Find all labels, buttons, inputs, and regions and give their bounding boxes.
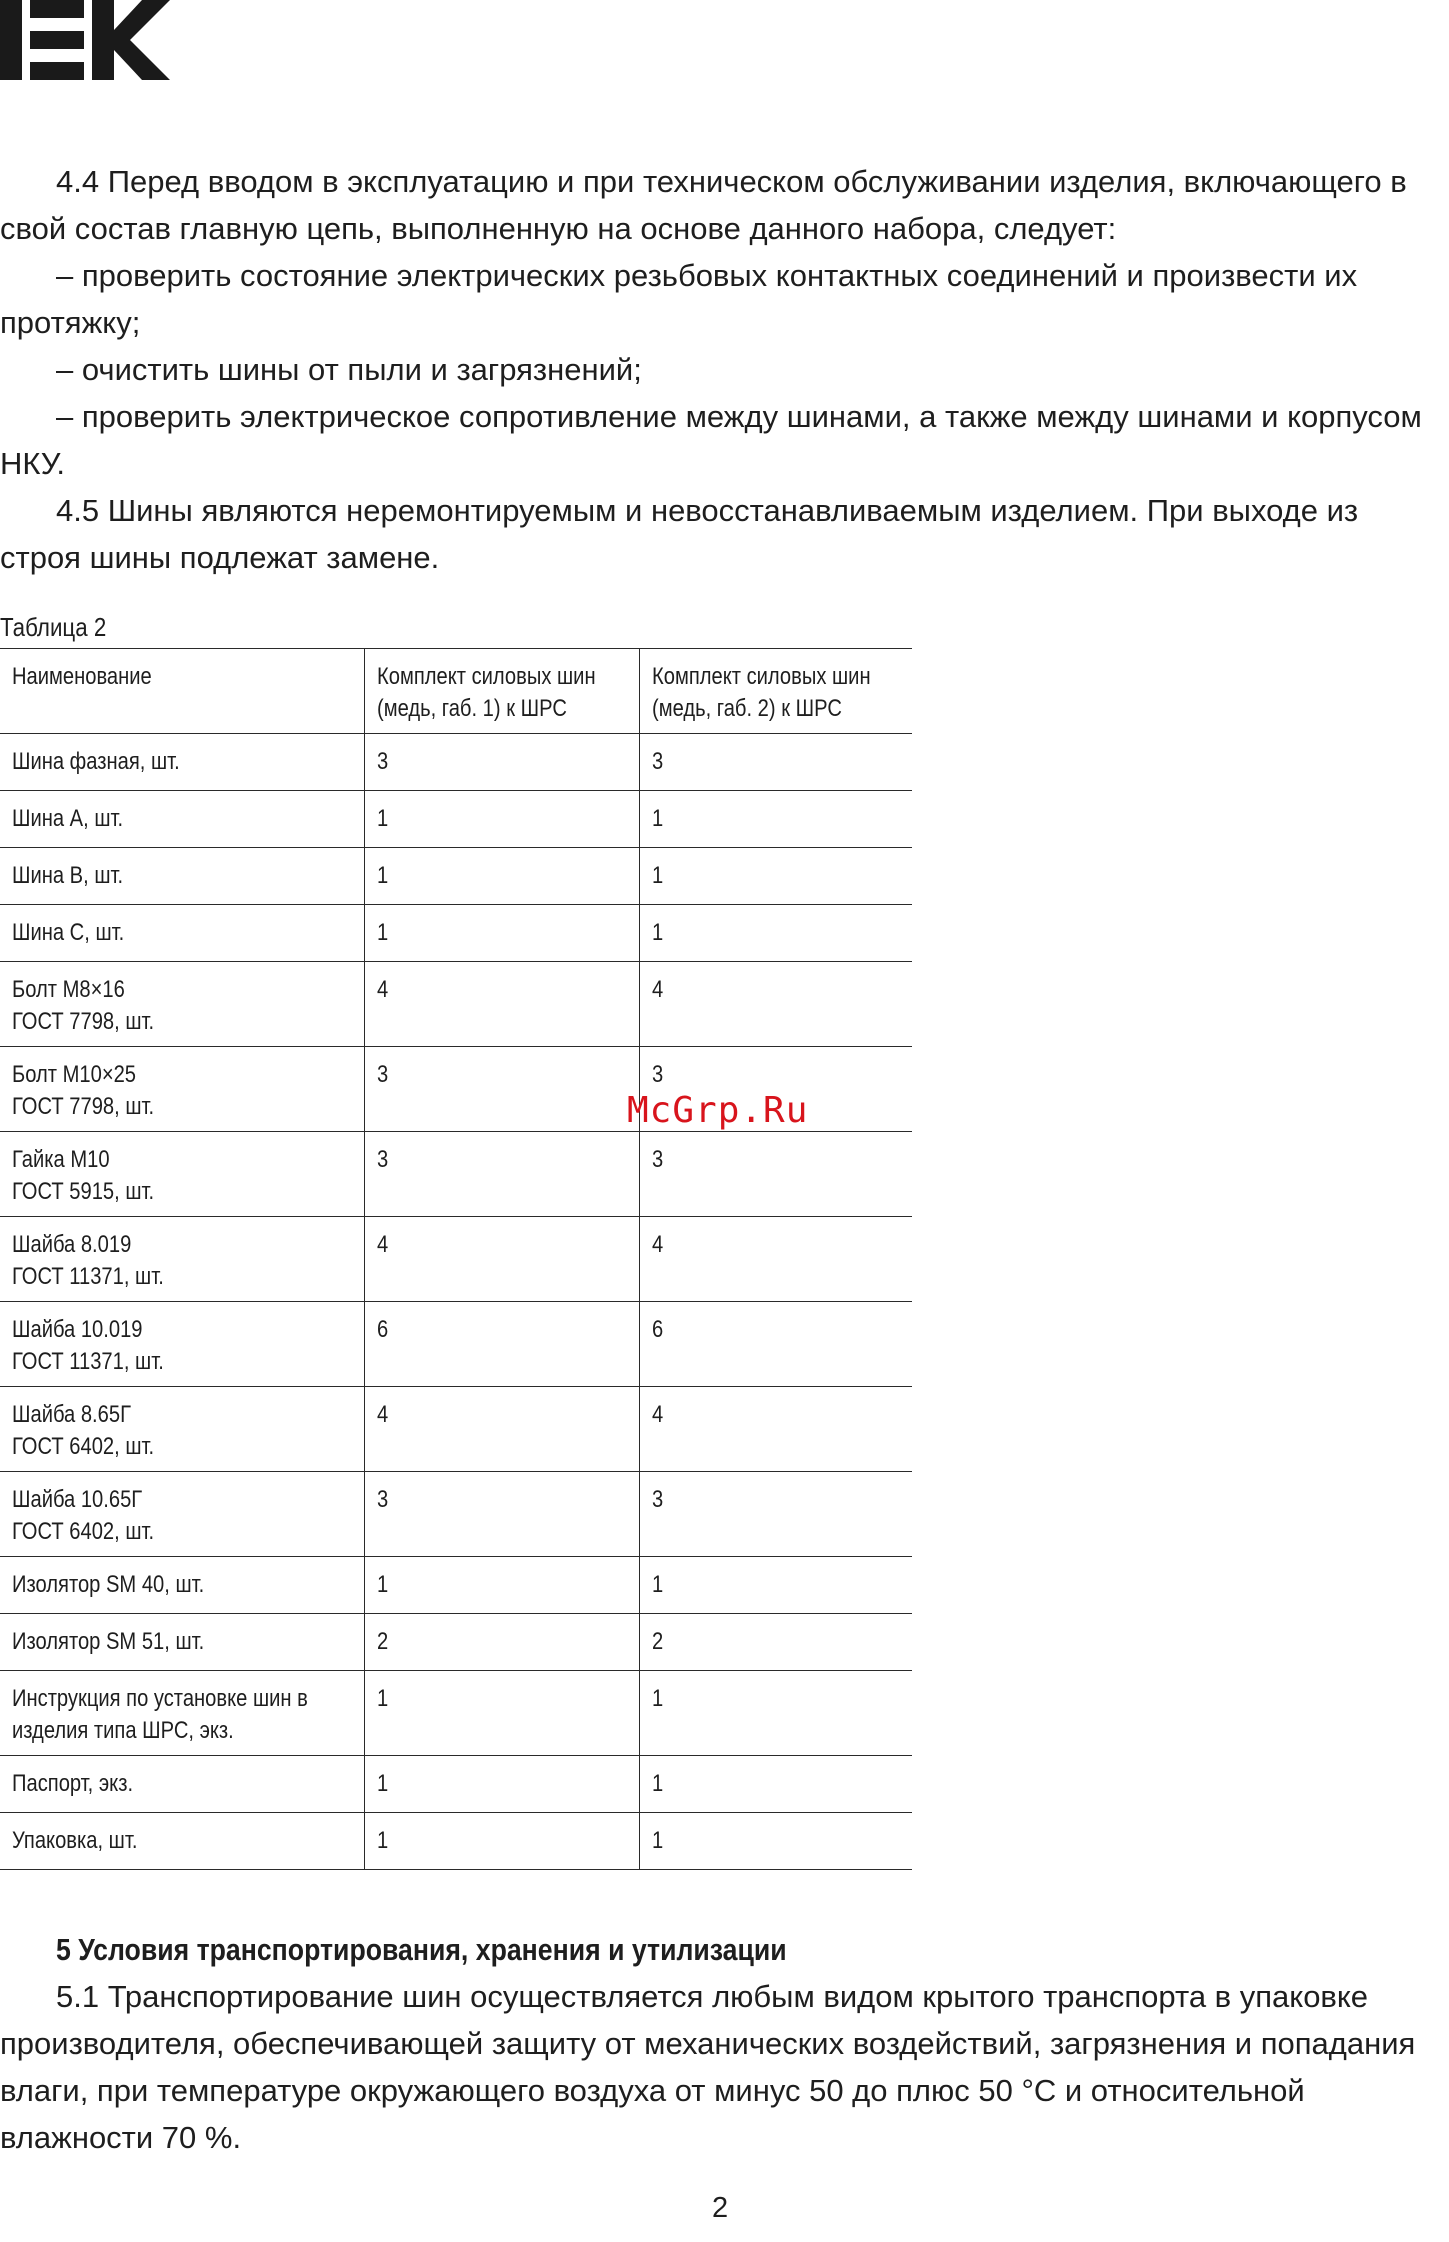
cell-text: Шина В, шт. xyxy=(12,862,124,889)
cell-text: 4 xyxy=(652,1231,664,1258)
table-row xyxy=(0,1302,912,1387)
cell-text: 4 xyxy=(652,976,664,1003)
quantity-cell xyxy=(365,1047,640,1132)
table-caption: Таблица 2 xyxy=(0,612,107,642)
quantity-cell xyxy=(365,905,640,962)
quantity-cell xyxy=(365,791,640,848)
item-name-cell xyxy=(0,1614,365,1671)
item-name-cell xyxy=(0,1813,365,1870)
cell-text: 3 xyxy=(652,1146,664,1173)
cell-text: Изолятор SM 40, шт. xyxy=(12,1571,205,1598)
cell-text: 3 xyxy=(652,1061,664,1088)
cell-text: 3 xyxy=(652,748,664,775)
quantity-cell xyxy=(640,791,913,848)
cell-text: Паспорт, экз. xyxy=(12,1770,134,1797)
quantity-cell xyxy=(365,1472,640,1557)
quantity-cell xyxy=(365,1756,640,1813)
cell-text: Болт М8×16 ГОСТ 7798, шт. xyxy=(12,976,155,1035)
cell-text: 6 xyxy=(652,1316,664,1343)
cell-text: 2 xyxy=(652,1628,664,1655)
cell-text: 1 xyxy=(652,805,664,832)
cell-text: 1 xyxy=(652,1685,664,1712)
item-name-cell xyxy=(0,734,365,791)
cell-text: Шина фазная, шт. xyxy=(12,748,180,775)
cell-text: 1 xyxy=(377,1827,389,1854)
section-5 xyxy=(0,1926,1446,2161)
table-row xyxy=(0,791,912,848)
cell-text: Шайба 8.65Г ГОСТ 6402, шт. xyxy=(12,1401,155,1460)
cell-text: 3 xyxy=(377,1061,389,1088)
bullet-check-resistance: – проверить электрическое сопротивление между шинами, а также между шинами и корпусом НКУ. xyxy=(0,399,1422,481)
header-cell xyxy=(365,649,640,734)
cell-text: 1 xyxy=(377,1685,389,1712)
quantity-cell xyxy=(365,848,640,905)
quantity-cell xyxy=(640,734,913,791)
table-row xyxy=(0,1756,912,1813)
cell-text: Наименование xyxy=(12,663,152,690)
section-5-heading xyxy=(0,1926,1446,1973)
section-5-heading-text: 5 Условия транспортирования, хранения и утилизации xyxy=(56,1932,787,1967)
cell-text: 4 xyxy=(652,1401,664,1428)
cell-text: 4 xyxy=(377,976,389,1003)
cell-text: 4 xyxy=(377,1401,389,1428)
cell-text: 1 xyxy=(652,919,664,946)
table-header-row xyxy=(0,649,912,734)
cell-text: 1 xyxy=(652,862,664,889)
quantity-cell xyxy=(640,962,913,1047)
cell-text: 1 xyxy=(377,862,389,889)
quantity-cell xyxy=(640,1813,913,1870)
item-name-cell xyxy=(0,1472,365,1557)
cell-text: Шина А, шт. xyxy=(12,805,124,832)
cell-text: Упаковка, шт. xyxy=(12,1827,138,1854)
quantity-cell xyxy=(365,1302,640,1387)
quantity-cell xyxy=(640,1614,913,1671)
header-cell xyxy=(0,649,365,734)
maintenance-text xyxy=(0,158,1446,581)
item-name-cell xyxy=(0,1132,365,1217)
cell-text: Комплект силовых шин (медь, габ. 2) к ШРС xyxy=(652,663,871,722)
table-row xyxy=(0,1614,912,1671)
cell-text: Гайка М10 ГОСТ 5915, шт. xyxy=(12,1146,155,1205)
cell-text: Инструкция по установке шин в изделия типа ШРС, экз. xyxy=(12,1685,308,1744)
quantity-cell xyxy=(640,1132,913,1217)
quantity-cell xyxy=(365,1671,640,1756)
item-name-cell xyxy=(0,905,365,962)
quantity-cell xyxy=(365,1387,640,1472)
item-name-cell xyxy=(0,962,365,1047)
table-row xyxy=(0,1671,912,1756)
table-row xyxy=(0,905,912,962)
table-row xyxy=(0,962,912,1047)
quantity-cell xyxy=(640,1387,913,1472)
item-name-cell xyxy=(0,1557,365,1614)
quantity-cell xyxy=(640,1756,913,1813)
table-row xyxy=(0,1557,912,1614)
cell-text: 1 xyxy=(377,805,389,832)
table-row xyxy=(0,1472,912,1557)
item-name-cell xyxy=(0,1387,365,1472)
item-name-cell xyxy=(0,848,365,905)
quantity-cell xyxy=(640,1302,913,1387)
table-row xyxy=(0,848,912,905)
quantity-cell xyxy=(640,1472,913,1557)
cell-text: Комплект силовых шин (медь, габ. 1) к ШРС xyxy=(377,663,596,722)
paragraph-5-1: 5.1 Транспортирование шин осуществляется любым видом крытого транспорта в упаковке производителя, обеспечивающей защиту от механических воздействий, загрязнения и попадания влаги, при температуре окружающего воздуха от минус 50 до плюс 50 °С и относительной влажности 70 %. xyxy=(0,1979,1416,2155)
quantity-cell xyxy=(365,962,640,1047)
quantity-cell xyxy=(365,1217,640,1302)
cell-text: 1 xyxy=(652,1827,664,1854)
bullet-check-contacts: – проверить состояние электрических резьбовых контактных соединений и произвести их протяжку; xyxy=(0,258,1358,340)
cell-text: 2 xyxy=(377,1628,389,1655)
cell-text: 6 xyxy=(377,1316,389,1343)
cell-text: 3 xyxy=(377,748,389,775)
item-name-cell xyxy=(0,1671,365,1756)
table-row xyxy=(0,1132,912,1217)
cell-text: 1 xyxy=(377,1571,389,1598)
item-name-cell xyxy=(0,1756,365,1813)
quantity-cell xyxy=(365,1557,640,1614)
table-row xyxy=(0,1813,912,1870)
iek-logo xyxy=(0,0,170,80)
item-name-cell xyxy=(0,1217,365,1302)
quantity-cell xyxy=(365,1813,640,1870)
cell-text: 1 xyxy=(652,1571,664,1598)
table-row xyxy=(0,1387,912,1472)
quantity-cell xyxy=(640,848,913,905)
watermark: McGrp.Ru xyxy=(627,1090,809,1131)
cell-text: Шайба 10.65Г ГОСТ 6402, шт. xyxy=(12,1486,155,1545)
cell-text: Шина С, шт. xyxy=(12,919,125,946)
header-cell xyxy=(640,649,913,734)
quantity-cell xyxy=(640,1217,913,1302)
table-row xyxy=(0,734,912,791)
kit-table xyxy=(0,648,912,1870)
table-row xyxy=(0,1217,912,1302)
cell-text: Шайба 8.019 ГОСТ 11371, шт. xyxy=(12,1231,164,1290)
page-number: 2 xyxy=(712,2192,729,2224)
bullet-clean-buses: – очистить шины от пыли и загрязнений; xyxy=(56,352,642,387)
quantity-cell xyxy=(365,1132,640,1217)
item-name-cell xyxy=(0,1047,365,1132)
cell-text: 1 xyxy=(377,919,389,946)
quantity-cell xyxy=(640,905,913,962)
cell-text: Изолятор SM 51, шт. xyxy=(12,1628,205,1655)
paragraph-4-5: 4.5 Шины являются неремонтируемым и невосстанавливаемым изделием. При выходе из строя шины подлежат замене. xyxy=(0,493,1359,575)
cell-text: 1 xyxy=(377,1770,389,1797)
quantity-cell xyxy=(640,1671,913,1756)
item-name-cell xyxy=(0,791,365,848)
cell-text: 3 xyxy=(377,1146,389,1173)
paragraph-4-4: 4.4 Перед вводом в эксплуатацию и при техническом обслуживании изделия, включающего в свой состав главную цепь, выполненную на основе данного набора, следует: xyxy=(0,164,1407,246)
quantity-cell xyxy=(640,1557,913,1614)
cell-text: Шайба 10.019 ГОСТ 11371, шт. xyxy=(12,1316,164,1375)
item-name-cell xyxy=(0,1302,365,1387)
cell-text: 3 xyxy=(652,1486,664,1513)
quantity-cell xyxy=(365,1614,640,1671)
cell-text: 1 xyxy=(652,1770,664,1797)
cell-text: 3 xyxy=(377,1486,389,1513)
quantity-cell xyxy=(365,734,640,791)
cell-text: 4 xyxy=(377,1231,389,1258)
cell-text: Болт М10×25 ГОСТ 7798, шт. xyxy=(12,1061,155,1120)
